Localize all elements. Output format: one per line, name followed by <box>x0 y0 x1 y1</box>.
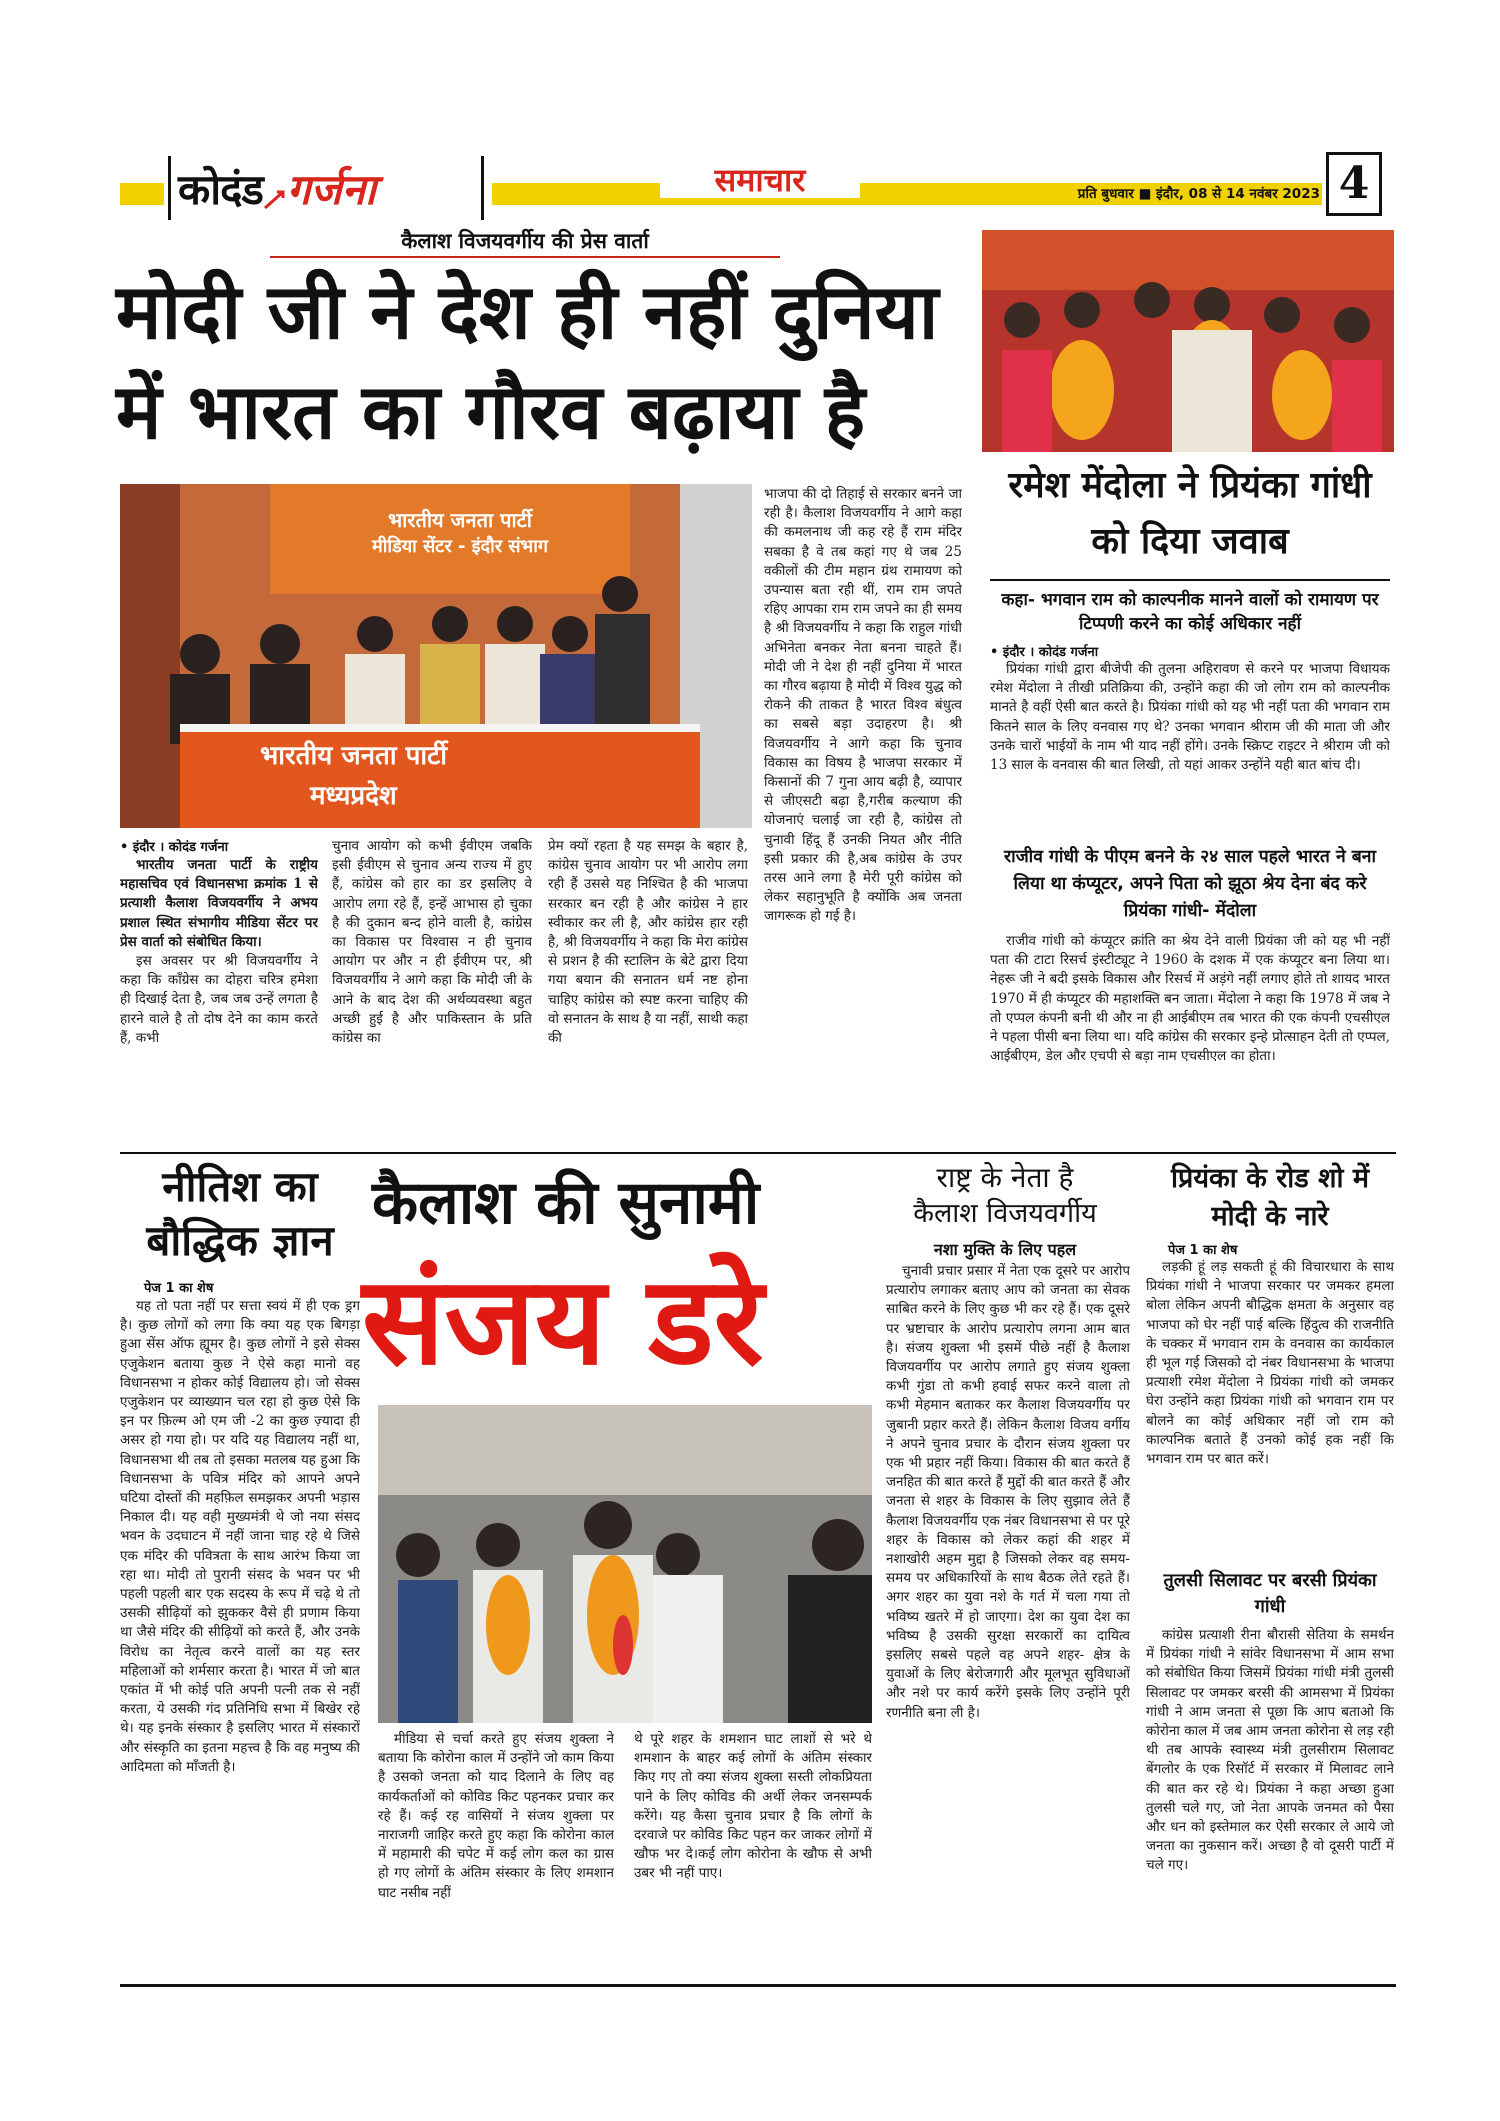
mendola-garland-photo <box>982 230 1394 452</box>
priyanka-body: लड़की हूं लड़ सकती हूं की विचारधारा के साथ प्रियंका गांधी ने भाजपा सरकार पर जमकर हमला बोला लेकिन अपनी बौद्धिक क्षमता के अनुसार वह भाजपा को घेर नहीं पाई बल्कि हिंदुत्व की राजनीति के चक्कर में भगवान राम के वनवास का कार्यकाल ही भूल गई जिसको दो नंबर विधानसभा के भाजपा प्रत्याशी रमेश मेंदोला ने प्रियंका गांधी को जमकर घेरा उन्होंने कहा प्रियंका गांधी को भगवान राम पर बोलने का कोई अधिकार नहीं जो राम को काल्पनिक बताते हैं उनको कोई हक नहीं कि भगवान राम पर बात करें। <box>1146 1259 1394 1468</box>
header-logo-rule-right <box>481 156 484 220</box>
photo-banner-sub: मीडिया सेंटर - इंदौर संभाग <box>372 536 548 557</box>
header-logo-rule-left <box>168 156 171 220</box>
edition-line: प्रति बुधवार ■ इंदौर, 08 से 14 नवंबर 2023 <box>1077 186 1320 202</box>
photo-table-line1: भारतीय जनता पार्टी <box>260 741 447 771</box>
nitish-continued: पेज 1 का शेष <box>144 1281 214 1296</box>
lead-col1 <box>120 856 318 1148</box>
press-conference-photo <box>120 484 752 828</box>
tulsi-subhead: तुलसी सिलावट पर बरसी प्रियंका गांधी <box>1163 1570 1377 1617</box>
nitish-headline: नीतिश का बौद्धिक ज्ञान <box>146 1162 334 1265</box>
rashtra-headline1: राष्ट्र के नेता है <box>936 1161 1074 1194</box>
sunami-col1: मीडिया से चर्चा करते हुए संजय शुक्ला ने बताया कि कोरोना काल में उन्होंने जो काम किया है उसको जनता को याद दिलाने के लिए वह कार्यकर्ताओं को कोविड किट पहनकर प्रचार कर रहे हैं। कई रह वासियों ने संजय शुक्ला पर नाराजगी जाहिर करते हुए कहा कि कोरोना काल में महामारी की चपेट में कई लोग कल का ग्रास हो गए लोगों के अंतिम संस्कार के लिए शमशान घाट नसीब नहीं <box>378 1731 614 1901</box>
logo-part1: कोदंड <box>178 165 263 214</box>
priyanka-headline: प्रियंका के रोड शो में मोदी के नारे <box>1170 1163 1370 1232</box>
computer-headline: राजीव गांधी के पीएम बनने के २४ साल पहले भारत ने बना लिया था कंप्यूटर, अपने पिता को झूठा श्रेय देना बंद करे प्रियंका गांधी- मेंदोला <box>1004 847 1376 921</box>
section-label: समाचार <box>660 158 860 198</box>
lead-headline-line2: में भारत का गौरव बढ़ाया है <box>116 367 866 456</box>
mendola-dateline: • इंदौर । कोदंड गर्जना <box>990 645 1099 660</box>
lead-col1-intro: भारतीय जनता पार्टी के राष्ट्रीय महासचिव एवं विधानसभा क्रमांक 1 से प्रत्याशी कैलाश विजयवर्गीय ने अभय प्रशाल स्थित संभागीय मीडिया सेंटर पर प्रेस वार्ता को संबोधित किया। <box>120 857 318 950</box>
masthead-logo <box>178 160 478 222</box>
ppe-kit-photo <box>378 1405 872 1723</box>
lead-dateline: • इंदौर । कोदंड गर्जना <box>120 840 229 855</box>
page-number: 4 <box>1338 158 1370 209</box>
computer-body: राजीव गांधी को कंप्यूटर क्रांति का श्रेय देने वाली प्रियंका जी को यह भी नहीं पता की टाटा रिसर्च इंस्टीट्यूट ने 1960 के दशक में एक कंप्यूटर बना लिया था। नेहरू जी ने बदी इसके विकास और रिसर्च में अड़ंगे नहीं लगाए होते तो शायद भारत 1970 में ही कंप्यूटर की महाशक्ति बन जाता। मेंदोला ने कहा कि 1978 में जब ने तो एप्पल कंपनी बनी थी और ना ही आईबीएम तब भारत की एक कंपनी एचसीएल ने पहला पीसी बना लिया था। यदि कांग्रेस की सरकार इन्हे प्रोत्साहन देती तो एप्पल, आईबीएम, डेल और एचपी से बड़ा नाम एचसीएल का होता। <box>990 933 1390 1065</box>
rashtra-headline2: कैलाश विजयवर्गीय <box>913 1198 1097 1229</box>
logo-part2: गर्जना <box>286 165 376 214</box>
mendola-headline-rule <box>990 579 1390 581</box>
rashtra-subhead: नशा मुक्ति के लिए पहल <box>933 1240 1077 1259</box>
mendola-body: प्रियंका गांधी द्वारा बीजेपी की तुलना अहिरावण से करने पर भाजपा विधायक रमेश मेंदोला ने तीखी प्रतिक्रिया की, उन्होंने कहा की जो लोग राम को काल्पनीक मानते है वहीं ऐसी बात करते है। प्रियंका गांधी को यह भी नहीं पता की भगवान राम कितने साल के लिए वनवास गए थे? उनका भगवान श्रीराम जी की माता जी और उनके चारों भाईयों के नाम भी याद नहीं होंगे। उनके स्क्रिप्ट राइटर ने श्रीराम जी को 13 साल के वनवास की बात लिखी, तो यहां आकर उन्होंने यही बात बांच दी। <box>990 661 1390 774</box>
photo-banner-top: भारतीय जनता पार्टी <box>388 508 532 532</box>
sunami-headline: कैलाश की सुनामी <box>372 1168 760 1238</box>
priyanka-continued: पेज 1 का शेष <box>1168 1243 1238 1258</box>
photo-table-line2: मध्यप्रदेश <box>310 781 397 811</box>
sanjay-headline: संजय डरे <box>362 1250 764 1392</box>
lead-col1-body: इस अवसर पर श्री विजयवर्गीय ने कहा कि कॉंग्रेस का दोहरा चरित्र हमेशा ही दिखाई देता है, जब जब उन्हें लगता है हारने वाले है तो दोष देने का काम करते हैं, कभी <box>120 953 318 1046</box>
lead-kicker: कैलाश विजयवर्गीय की प्रेस वार्ता <box>401 229 649 253</box>
page-bottom-rule <box>120 1984 1396 1987</box>
header-yellow-bar-left <box>120 183 164 205</box>
mendola-headline: रमेश मेंदोला ने प्रियंका गांधी को दिया जवाब <box>1008 465 1372 562</box>
mendola-subhead: कहा- भगवान राम को काल्पनीक मानने वालों को रामायण पर टिप्पणी करने का कोई अधिकार नहीं <box>1001 590 1379 634</box>
lead-col4: भाजपा की दो तिहाई से सरकार बनने जा रही है। कैलाश विजयवर्गीय ने आगे कहा की कमलनाथ जी कह रहे हैं राम मंदिर सबका है वे तब कहां गए थे जब 25 वकीलों की टीम महान ग्रंथ रामायण को उपन्यास बता रही थीं, राम राम जपते रहिए आपका राम राम जपने का ही समय है श्री विजयवर्गीय ने कहा कि राहुल गांधी अभिनेता बनकर नेता बनना चाहते हैं। मोदी जी ने देश ही नहीं दुनिया में भारत का गौरव बढ़ाया है मोदी में विश्व युद्ध को रोकने की ताकत है भारत विश्व बंधुत्व का सबसे बड़ा उदाहरण है। श्री विजयवर्गीय ने आगे कहा कि चुनाव विकास का विषय है भाजपा सरकार में किसानों की 7 गुना आय बढ़ी है, व्यापार से जीएसटी बढ़ा है,गरीब कल्याण की योजनाएं चलाई जा रही है, कांग्रेस तो चुनावी हिंदू हैं उनकी नियत और नीति इसी प्रकार की है,अब कांग्रेस के उपर तरस आने लगा है मेरी पूरी कांग्रेस को लेकर सहानुभूति है क्योंकि अब जनता जागरूक हो गई है। <box>764 486 962 925</box>
logo-arrow-icon <box>263 188 287 212</box>
tulsi-body: कांग्रेस प्रत्याशी रीना बौरासी सेतिया के समर्थन में प्रियंका गांधी ने सांवेर विधानसभा में आम सभा को संबोधित किया जिसमें प्रियंका गांधी मंत्री तुलसी सिलावट पर जमकर बरसी की आमसभा में प्रियंका गांधी ने आम जनता से पूछा कि आप बताओ कि कोरोना काल में जब आम जनता कोरोना से लड़ रही थी तब आपके स्वास्थ्य मंत्री तुलसीराम सिलावट बेंगलोर के एक रिसॉर्ट में सरकार में मिलावट लाने की बात कर रहे थे। प्रियंका ने कहा अच्छा हुआ तुलसी चले गए, जो नेता आपके जनमत को पैसा और धन को इस्तेमाल कर ऐसी सरकार ले आये जो जनता का नुकसान करें। अच्छा है वो दूसरी पार्टी में चले गए। <box>1146 1627 1394 1874</box>
section-divider <box>120 1152 1396 1154</box>
lead-col3: प्रेम क्यों रहता है यह समझ के बहार है, कांग्रेस चुनाव आयोग पर भी आरोप लगा रही हैं उससे यह निश्चित है की भाजपा सरकार बन रही है और कांग्रेस ने हार स्वीकार कर ली है, और कांग्रेस हार रही है, श्री विजयवर्गीय ने कहा कि मेरा कांग्रेस से प्रशन है की स्टालिन के बेटे द्वारा दिया गया बयान की सनातन धर्म नष्ट होना चाहिए कांग्रेस को स्पष्ट करना चाहिए की वो सनातन के साथ है या नहीं, साथी कहा की <box>548 838 748 1047</box>
lead-headline-line1: मोदी जी ने देश ही नहीं दुनिया <box>116 267 939 356</box>
rashtra-body: चुनावी प्रचार प्रसार में नेता एक दूसरे पर आरोप प्रत्यारोप लगाकर बताए आप को जनता का सेवक साबित करने के लिए कुछ भी कर रहे हैं। एक दूसरे पर भ्रष्टाचार के आरोप प्रत्यारोप लगना आम बात है। संजय शुक्ला भी इसमें पीछे नहीं है कैलाश विजयवर्गीय पर आरोप लगाते हुए संजय शुक्ला कभी गुंडा तो कभी हवाई सफर करने वाला तो कभी मेहमान बताकर कर कैलाश विजयवर्गीय पर जुबानी प्रहार करते हैं। लेकिन कैलाश विजय वर्गीय ने अपने चुनाव प्रचार के दौरान संजय शुक्ला पर एक भी प्रहार नहीं किया। विकास की बात करते हैं जनहित की बात करते हैं मुद्दों की बात करते हैं और जनता से शहर के विकास के लिए सुझाव लेते हैं कैलाश विजयवर्गीय एक नंबर विधानसभा से पर पूरे शहर के विकास को लेकर कहां की शहर में नशाखोरी अहम मुद्दा है जिसको लेकर वह समय-समय पर अधिकारियों के साथ बैठक लेते रहते हैं। अगर शहर का युवा नशे के गर्त में चला गया तो भविष्य खतरे में हो जाएगा। देश का युवा देश का भविष्य है उसकी सुरक्षा सरकारों का दायित्व इसलिए सबसे पहले वह अपने शहर- क्षेत्र के युवाओं के लिए बेरोजगारी और मूलभूत सुविधाओं और नशे पर कार्य करेंगे इसके लिए उन्होंने पूरी रणनीति बना ली है। <box>886 1263 1130 1721</box>
sunami-col2: थे पूरे शहर के शमशान घाट लाशों से भरे थे शमशान के बाहर कई लोगों के अंतिम संस्कार किए गए तो क्या संजय शुक्ला सस्ती लोकप्रियता पाने के लिए कोविड की अर्थी लेकर जनसम्पर्क करेंगे। यह कैसा चुनाव प्रचार है कि लोगों के दरवाजे पर कोविड किट पहन कर जाकर लोगों में खौफ भर दे।कई लोग कोरोना के खौफ से अभी उबर भी नहीं पाए। <box>634 1731 872 1882</box>
lead-kicker-rule <box>270 256 780 258</box>
page-number-box <box>1326 152 1382 216</box>
lead-col2: चुनाव आयोग को कभी ईवीएम जबकि इसी ईवीएम से चुनाव अन्य राज्य में हुए हैं, कांग्रेस को हार का डर इसलिए वे आरोप लगा रहे हैं, इन्हें आभास हो चुका है की दुकान बन्द होने वाली है, कांग्रेस का विकास पर विश्वास न ही चुनाव आयोग पर और न ही ईवीएम पर, श्री विजयवर्गीय ने आगे कहा कि मोदी जी के आने के बाद देश की अर्थव्यवस्था बहुत अच्छी हुई है और पाकिस्तान के प्रति कांग्रेस का <box>332 838 532 1047</box>
nitish-body: यह तो पता नहीं पर सत्ता स्वयं में ही एक ड्रग है। कुछ लोगों को लगा कि क्या यह एक बिगड़ा हुआ सेंस ऑफ ह्यूमर है। कुछ लोगों ने इसे सेक्स एजुकेशन बताया कुछ ने ऐसे कहा मानो वह विधानसभा न होकर कोई विद्यालय हो। जो सेक्स एजुकेशन पर व्याख्यान चल रहा हो कुछ ऐसे कि इन पर फ़िल्म ओ एम जी -2 का कुछ ज़्यादा ही असर हो गया हो। पर यदि यह विद्यालय नहीं था, विधानसभा थी तब तो इसका मतलब यह हुआ कि विधानसभा के पवित्र मंदिर को आपने अपने घटिया दोस्तों की महफ़िल समझकर अपनी भड़ास निकाल दी। यह वही मुख्यमंत्री थे जो नया संसद भवन के उदघाटन में नहीं जाना चाह रहे थे जिसे एक मंदिर की पवित्रता के साथ आरंभ किया जा रहा था। मोदी तो पुरानी संसद के भवन पर भी पहली पहली बार एक सदस्य के रूप में चढ़े थे तो उसकी सीढ़ियों को झुककर वैसे ही प्रणाम किया था जैसे मंदिर की सीढ़ियों को करते हैं, और उनके विरोध का नेतृत्व करने वालों का यह स्तर महिलाओं को शर्मसार करता है। भारत में जो बात एकांत में भी कोई पति अपनी पत्नी तक से नहीं करता, ये उसकी गंद प्रतिनिधि सभा में बिखेर रहे थे। यह इनके संस्कार है इसलिए भारत में संस्कारों और संस्कृति का इतना महत्त्व है कि वह मनुष्य की आदिमता को माँजती है। <box>120 1298 360 1775</box>
